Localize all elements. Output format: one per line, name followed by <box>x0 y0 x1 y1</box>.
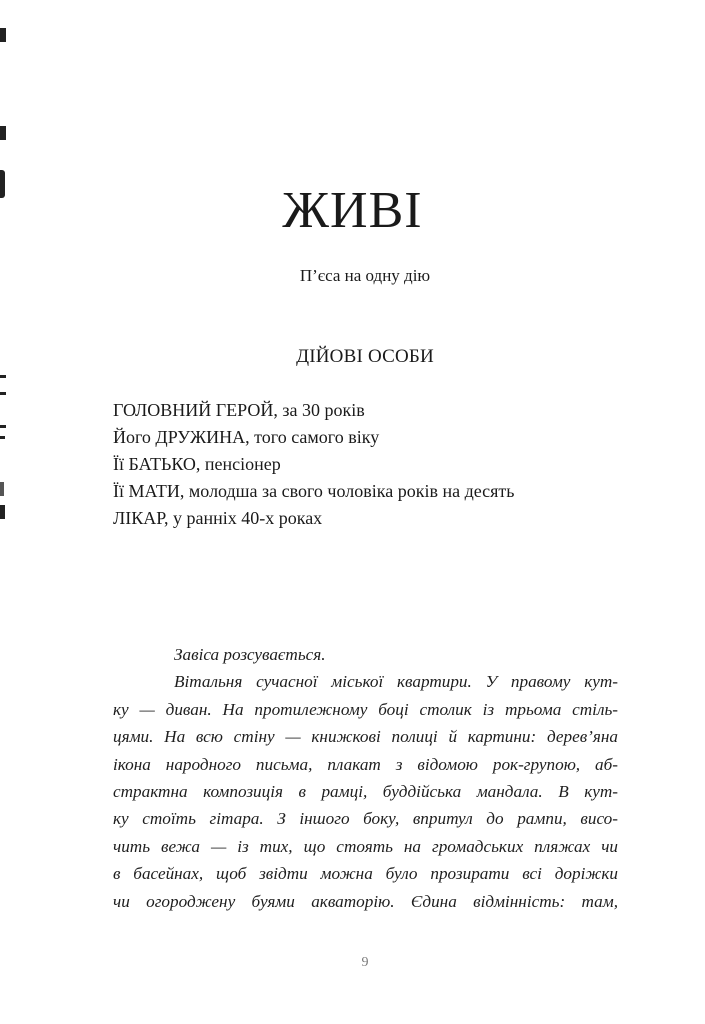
edge-mark <box>0 392 6 395</box>
edge-mark <box>0 482 4 496</box>
page-number: 9 <box>361 955 369 970</box>
stage-direction-curtain: Завіса розсувається. <box>174 645 326 664</box>
cast-item-mother: Її МАТИ, молодша за свого чоловіка років на десять <box>113 481 515 501</box>
edge-mark <box>0 28 6 42</box>
play-title: ЖИВІ <box>282 182 423 239</box>
cast-item-doctor: ЛІКАР, у ранніх 40-х роках <box>113 508 323 528</box>
stage-directions <box>113 641 618 915</box>
stage-direction-line: ку стоїть гітара. З іншого боку, впритул до рампи, висо- <box>113 809 618 829</box>
stage-direction-line: страктна композиція в рамці, буддійська мандала. В кут- <box>113 782 618 802</box>
stage-direction-line: чи огороджену буями акваторію. Єдина відмінність: там, <box>113 891 618 911</box>
stage-direction-line: ікона народного письма, плакат з відомою рок-групою, аб- <box>113 754 618 774</box>
cast-item-main-hero: ГОЛОВНИЙ ГЕРОЙ, за 30 років <box>113 400 365 420</box>
stage-direction-line: чить вежа — із тих, що стоять на громадських пляжах чи <box>113 836 618 856</box>
stage-direction-line: ку — диван. На протилежному боці столик із трьома стіль- <box>113 699 618 719</box>
cast-list <box>113 397 515 532</box>
edge-mark <box>0 126 6 140</box>
cast-item-wife: Його ДРУЖИНА, того самого віку <box>113 427 380 447</box>
play-subtitle: П’єса на одну дію <box>299 266 431 285</box>
edge-mark <box>0 436 5 439</box>
edge-mark <box>0 425 6 428</box>
cast-item-father: Її БАТЬКО, пенсіонер <box>113 454 281 474</box>
stage-direction-line: в басейнах, щоб звідти можна було прозирати всі доріжки <box>113 864 618 884</box>
edge-mark <box>0 505 5 519</box>
stage-direction-line: Вітальня сучасної міської квартири. У правому кут- <box>174 672 618 692</box>
stage-direction-line: цями. На всю стіну — книжкові полиці й картини: дерев’яна <box>113 727 618 747</box>
cast-heading: ДІЙОВІ ОСОБИ <box>296 346 434 367</box>
edge-mark <box>0 375 6 378</box>
